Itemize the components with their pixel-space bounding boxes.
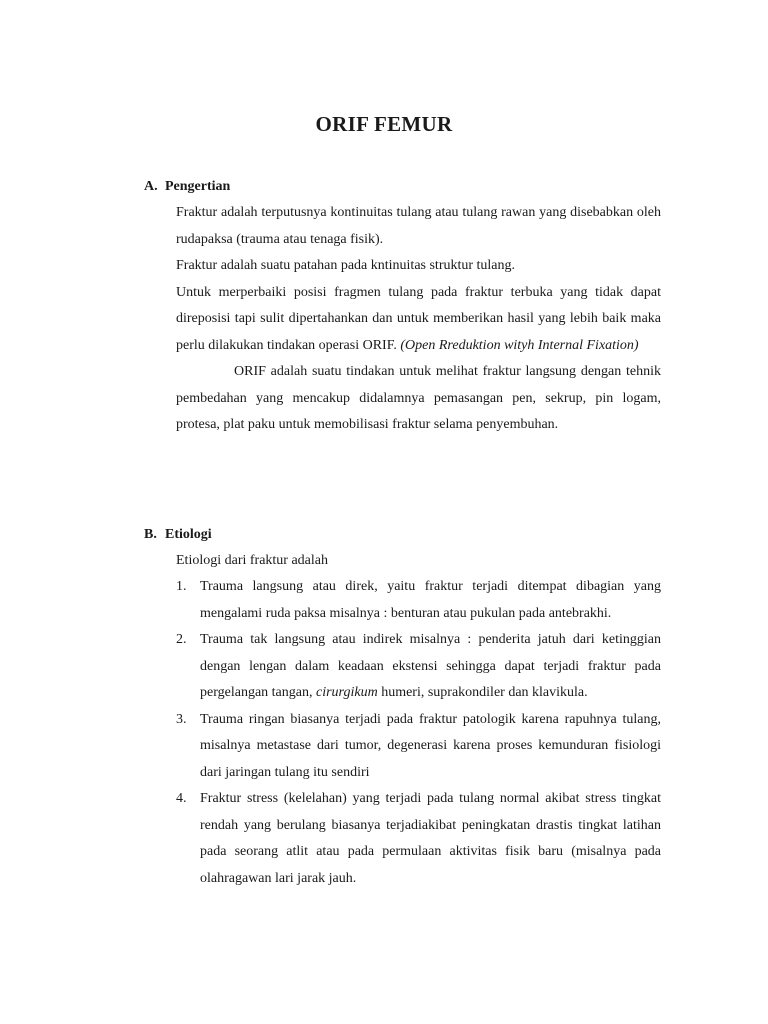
list-item xyxy=(176,627,661,707)
section-a-letter: A. xyxy=(144,179,158,194)
list-item-text: Fraktur stress (kelelahan) yang terjadi pada tulang normal akibat stress tingkat rendah yang berulang biasanya terjadiakibat peningkatan drastis tingkat latihan pada seorang atlit atau pada permulaan aktivitas fisik baru (misalnya pada olahragawan lari jarak jauh. xyxy=(200,791,661,886)
section-b-intro xyxy=(176,548,661,575)
section-a-title: Pengertian xyxy=(165,179,231,194)
section-a-paragraph-2: Fraktur adalah suatu patahan pada kntinuitas struktur tulang. xyxy=(176,258,516,273)
list-item-number: 2. xyxy=(176,632,187,647)
section-a-paragraph-3-italic: (Open Rreduktion wityh Internal Fixation) xyxy=(400,337,639,353)
section-a-body xyxy=(176,200,661,439)
list-item-text: Trauma tak langsung atau indirek misalnya : penderita jatuh dari ketinggian dengan lengan dalam keadaan ekstensi sehingga dapat terjadi fraktur pada pergelangan tangan, xyxy=(200,632,661,700)
section-a-paragraph-1: Fraktur adalah terputusnya kontinuitas tulang atau tulang rawan yang disebabkan oleh rudapaksa (trauma atau tenaga fisik). xyxy=(176,205,661,247)
section-a-heading xyxy=(144,177,230,197)
list-item-number: 4. xyxy=(176,791,187,806)
list-item-text: Trauma langsung atau direk, yaitu fraktur terjadi ditempat dibagian yang mengalami ruda paksa misalnya : benturan atau pukulan pada antebrakhi. xyxy=(200,579,661,621)
list-item xyxy=(176,574,661,627)
list-item xyxy=(176,786,661,892)
section-b-intro-text: Etiologi dari fraktur adalah xyxy=(176,553,328,568)
etiologi-list xyxy=(176,574,661,892)
list-item-number: 1. xyxy=(176,579,187,594)
section-b-letter: B. xyxy=(144,527,157,542)
list-item-italic: cirurgikum xyxy=(315,685,378,700)
page-title: ORIF FEMUR xyxy=(315,112,453,136)
list-item-text-after: humeri, suprakondiler dan klavikula. xyxy=(381,685,588,700)
section-b-heading xyxy=(144,525,212,545)
section-b-title: Etiologi xyxy=(165,527,212,542)
section-a-paragraph-3 xyxy=(176,280,661,360)
section-a-paragraph-4: ORIF adalah suatu tindakan untuk melihat fraktur langsung dengan tehnik pembedahan yang mencakup didalamnya pemasangan pen, sekrup, pin logam, protesa, plat paku untuk memobilisasi fraktur selama penyembuhan. xyxy=(176,364,661,432)
list-item-number: 3. xyxy=(176,711,187,727)
list-item xyxy=(176,707,661,787)
section-a-paragraph-3-text: Untuk merperbaiki posisi fragmen tulang pada fraktur terbuka yang tidak dapat direposisi tapi sulit dipertahankan dan untuk memberikan hasil yang lebih baik maka perlu dilakukan tindakan operasi ORIF. xyxy=(176,284,661,353)
list-item-text: Trauma ringan biasanya terjadi pada fraktur patologik karena rapuhnya tulang, misalnya metastase dari tumor, degenerasi karena proses kemunduran fisiologi dari jaringan tulang itu sendiri xyxy=(200,711,661,780)
